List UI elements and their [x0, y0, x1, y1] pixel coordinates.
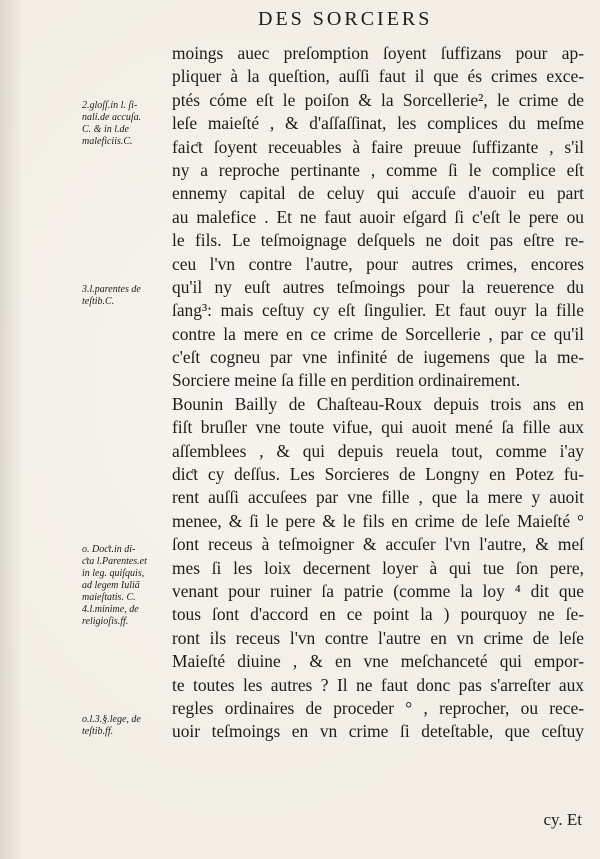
text-line: contre la mere en ce crime de Sorcellerie , par ce qu'il — [172, 323, 584, 344]
text-line: uoir teſmoings en vn crime ſi deteſtable, que ceſtuy — [172, 721, 584, 742]
note-line: C. & in l.de — [82, 124, 129, 135]
running-header: DES SORCIERS — [258, 8, 433, 30]
text-line: moings auec preſomption ſoyent ſuffizans pour ap- — [172, 43, 584, 63]
note-line: 2.gloſſ.in l. ſi- — [82, 100, 138, 111]
text-line: rent auſſi accuſees par vne fille , que la mere y auoit — [172, 487, 584, 508]
text-line: le fils. Le teſmoignage deſquels ne doit pas eſtre re- — [172, 230, 584, 251]
margin-note — [82, 100, 170, 148]
text-line: c'eſt cogneu par vne infinité de iugemens que la me- — [172, 347, 584, 368]
text-line: te toutes les autres ? Il ne faut donc pas s'arreſter aux — [172, 674, 584, 695]
text-line: faiƈt ſoyent receuables à faire preuue ſuffizante , s'il — [172, 136, 584, 157]
note-line: 4.l.minime, de — [82, 604, 139, 615]
note-line: nali.de accuſa. — [82, 112, 142, 123]
note-line: ad legem Iuliã — [82, 580, 140, 591]
note-line: o. Doƈt.in di- — [82, 544, 136, 555]
note-line: teſtib.C. — [82, 296, 115, 307]
note-line: teſtib.ff. — [82, 726, 114, 737]
text-line: ſont receus à teſmoigner & accuſer l'vn l'autre, & meſ — [172, 534, 584, 555]
text-line: ront ils receus l'vn contre l'autre en vn crime de leſe — [172, 627, 584, 648]
text-line: fiſt bruſler vne toute vifue, qui auoit mené ſa fille aux — [172, 417, 584, 438]
text-line: Sorciere meine ſa fille en perdition ordinairement. — [172, 370, 521, 391]
note-line: o.l.3.§.lege, de — [82, 714, 141, 725]
text-line: regles ordinaires de proceder ° , reprocher, ou rece- — [172, 697, 584, 718]
page-gutter-shadow — [0, 0, 22, 859]
text-line: mes ſi les loix decernent loyer à qui tue ſon pere, — [172, 557, 584, 578]
text-line: diƈt cy deſſus. Les Sorcieres de Longny en Potez fu- — [172, 464, 584, 485]
note-line: ƈta l.Parentes.et — [82, 556, 147, 567]
text-line: qu'il ny euſt autres teſmoings pour la reuerence du — [172, 276, 584, 297]
text-line: Bounin Bailly de Chaſteau-Roux depuis trois ans en — [172, 393, 584, 414]
text-line: ny a reproche pertinante , comme ſi le complice eſt — [172, 159, 584, 180]
text-line: leſe maieſté , & d'aſſaſſinat, les complices du meſme — [172, 113, 584, 134]
margin-note — [82, 284, 170, 308]
note-line: religioſis.ff. — [82, 616, 129, 627]
main-text — [172, 42, 584, 744]
text-line: menee, & ſi le pere & le fils en crime de leſe Maieſté ° — [172, 510, 584, 531]
text-line: ceu l'vn contre l'autre, pour autres crimes, encores — [172, 253, 584, 274]
margin-note — [82, 544, 170, 628]
text-line: Maieſté diuine , & en vne meſchanceté qui empor- — [172, 651, 584, 672]
catchword: cy. Et — [543, 810, 582, 829]
text-line: pliquer à la queſtion, auſſi faut il que és crimes exce- — [172, 66, 584, 87]
text-line: ſang³: mais ceſtuy cy eſt ſingulier. Et faut ouyr la fille — [172, 300, 584, 321]
text-line: ennemy capital de celuy qui accuſe d'auoir eu part — [172, 183, 584, 204]
note-line: maleficiis.C. — [82, 136, 133, 147]
margin-note — [82, 714, 170, 738]
text-line: tous ſont d'accord en ce point la ) pourquoy ne ſe- — [172, 604, 584, 625]
text-line: ptés cóme eſt le poiſon & la Sorcellerie², le crime de — [172, 89, 584, 110]
text-line: au malefice . Et ne faut auoir eſgard ſi c'eſt le pere ou — [172, 206, 584, 227]
note-line: 3.l.parentes de — [82, 284, 141, 295]
note-line: maieſtatis. C. — [82, 592, 136, 603]
text-line: venant pour ruiner ſa patrie (comme la loy ⁴ dit que — [172, 580, 584, 601]
text-line: aſſemblees , & qui depuis reuela tout, comme i'ay — [172, 440, 584, 461]
note-line: in leg. quiſquis, — [82, 568, 145, 579]
